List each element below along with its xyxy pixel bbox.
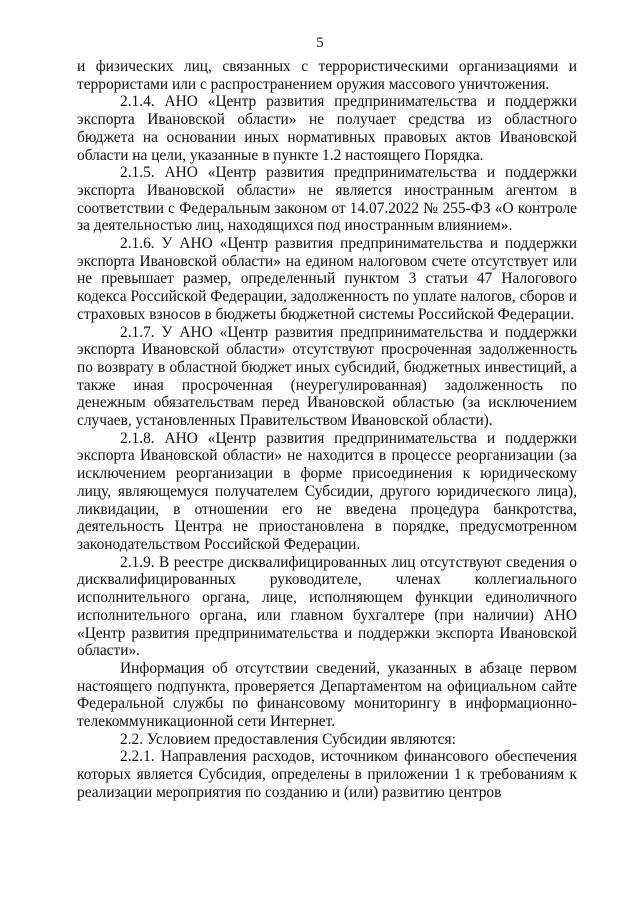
paragraph-2-1-7: 2.1.7. У АНО «Центр развития предпринимательства и поддержки экспорта Ивановской области» отсутствуют просроченная задолженность по возврату в областной бюджет иных субсидий, бюджетных инвестиций, а также иная просроченная (неурегулированная) задолженность по денежным обязательствам перед Ивановской областью (за исключением случаев, установленных Правительством Ивановской области). xyxy=(77,323,577,430)
paragraph-2-1-6: 2.1.6. У АНО «Центр развития предпринимательства и поддержки экспорта Ивановской области» на едином налоговом счете отсутствует или не превышает размер, определенный пунктом 3 статьи 47 Налогового кодекса Российской Федерации, задолженность по уплате налогов, сборов и страховых взносов в бюджеты бюджетной системы Российской Федерации. xyxy=(77,235,577,323)
paragraph-2-2: 2.2. Условием предоставления Субсидии являются: xyxy=(120,730,456,748)
paragraph-continuation: и физических лиц, связанных с террористическими организациями и террористами или с распространением оружия массового уничтожения. xyxy=(77,58,577,93)
paragraph-2-1-5: 2.1.5. АНО «Центр развития предпринимательства и поддержки экспорта Ивановской области» не является иностранным агентом в соответствии с Федеральным законом от 14.07.2022 № 255-ФЗ «О контроле за деятельностью лиц, находящихся под иностранным влиянием». xyxy=(77,164,577,235)
page-number: 5 xyxy=(316,35,324,51)
paragraph-2-2-1: 2.2.1. Направления расходов, источником финансового обеспечения которых является Субсидия, определены в приложении 1 к требованиям к реализации мероприятия по созданию и (или) развитию центров xyxy=(77,748,577,801)
document-body xyxy=(77,58,577,802)
paragraph-information: Информация об отсутствии сведений, указанных в абзаце первом настоящего подпункта, проверяется Департаментом на официальном сайте Федеральной службы по финансовому мониторингу в информационно-телекоммуникационной сети Интернет. xyxy=(77,659,577,731)
paragraph-2-1-8: 2.1.8. АНО «Центр развития предпринимательства и поддержки экспорта Ивановской области» не находится в процессе реорганизации (за исключением реорганизации в форме присоединения к юридическому лицу, являющемуся получателем Субсидии, другого юридического лица), ликвидации, в отношении его не введена процедура банкротства, деятельность Центра не приостановлена в порядке, предусмотренном законодательством Российской Федерации. xyxy=(77,429,577,553)
paragraph-2-1-9: 2.1.9. В реестре дисквалифицированных лиц отсутствуют сведения о дисквалифицированных руководителе, членах коллегиального исполнительного органа, лице, исполняющем функции единоличного исполнительного органа, или главном бухгалтере (при наличии) АНО «Центр развития предпринимательства и поддержки экспорта Ивановской области». xyxy=(77,553,577,660)
paragraph-2-1-4: 2.1.4. АНО «Центр развития предпринимательства и поддержки экспорта Ивановской области» не получает средства из областного бюджета на основании иных нормативных правовых актов Ивановской области на цели, указанные в пункте 1.2 настоящего Порядка. xyxy=(77,93,577,164)
